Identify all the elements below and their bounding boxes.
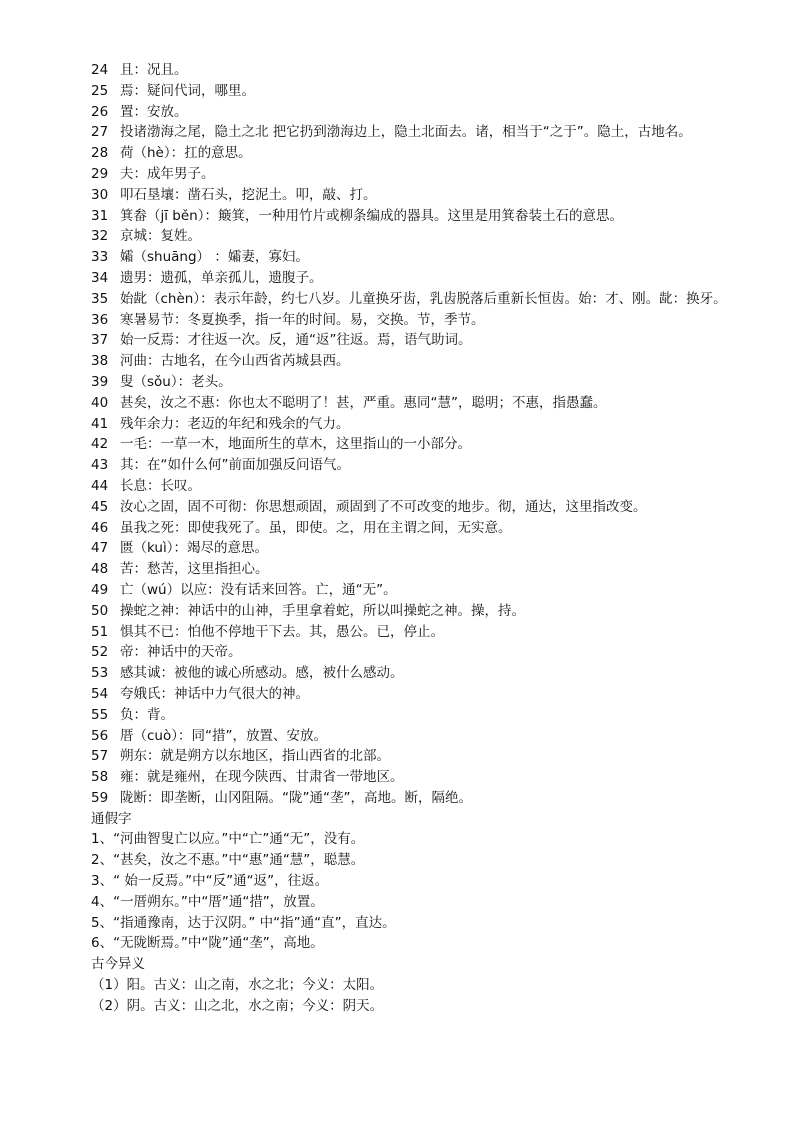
note-text: 负：背。 [120, 706, 174, 723]
note-text: 河曲：古地名，在今山西省芮城县西。 [120, 353, 350, 370]
tongjia-item: 2、“甚矣，汝之不惠。”中“惠”通“慧”，聪慧。 [91, 852, 365, 869]
note-item [63, 143, 754, 164]
note-text: 苦：愁苦，这里指担心。 [120, 561, 269, 578]
note-text: 夸娥氏：神话中力气很大的神。 [120, 685, 309, 702]
note-item [63, 310, 754, 331]
note-item [63, 622, 754, 643]
note-item [63, 684, 754, 705]
note-item [63, 455, 754, 476]
note-number: 27 [91, 124, 109, 141]
note-number: 47 [91, 540, 109, 557]
note-number: 40 [91, 394, 109, 411]
note-item [63, 330, 754, 351]
note-text: 夫：成年男子。 [120, 165, 215, 182]
note-number: 33 [91, 249, 109, 266]
note-text: 叩石垦壤：凿石头，挖泥土。叩，敲、打。 [120, 186, 377, 203]
note-number: 29 [91, 165, 109, 182]
note-item [63, 788, 754, 809]
note-text: 厝（cuò）：同“措”，放置、安放。 [120, 727, 327, 744]
tongjia-item: 6、“无陇断焉。”中“陇”通“垄”，高地。 [91, 935, 324, 952]
note-item [63, 268, 754, 289]
note-item [63, 122, 754, 143]
note-item [63, 476, 754, 497]
note-number: 53 [91, 665, 109, 682]
note-item [63, 642, 754, 663]
note-text: 匮（kuì）：竭尽的意思。 [120, 540, 268, 557]
note-text: 始龀（chèn）：表示年龄，约七八岁。儿童换牙齿，乳齿脱落后重新长恒齿。始：才、刚。龀：换牙。 [120, 290, 727, 307]
note-text: 箕畚（jī běn）：簸箕，一种用竹片或柳条编成的器具。这里是用箕畚装土石的意思。 [120, 207, 623, 224]
note-number: 37 [91, 332, 109, 349]
note-number: 41 [91, 415, 109, 432]
note-text: 雍：就是雍州，在现今陕西、甘肃省一带地区。 [120, 769, 404, 786]
note-text: 操蛇之神：神话中的山神，手里拿着蛇，所以叫操蛇之神。操，持。 [120, 602, 525, 619]
note-text: 焉：疑问代词，哪里。 [120, 82, 255, 99]
note-text: 投诸渤海之尾，隐土之北 把它扔到渤海边上，隐土北面去。诸，相当于“之于”。隐土，古地名。 [120, 124, 692, 141]
tongjia-item: 5、“指通豫南，达于汉阴。” 中“指”通“直”，直达。 [91, 914, 396, 931]
note-item [63, 81, 754, 102]
note-number: 42 [91, 436, 109, 453]
note-number: 38 [91, 353, 109, 370]
note-item [63, 372, 754, 393]
note-number: 59 [91, 789, 109, 806]
notes-list [63, 60, 754, 809]
note-item [63, 518, 754, 539]
note-item [63, 559, 754, 580]
note-number: 24 [91, 62, 109, 78]
note-item [63, 185, 754, 206]
note-item [63, 351, 754, 372]
note-text: 其：在“如什么何”前面加强反问语气。 [120, 457, 350, 474]
tongjia-list [63, 829, 754, 954]
gujin-item: （1）阳。古义：山之南，水之北；今义：太阳。 [91, 977, 384, 994]
note-number: 28 [91, 145, 109, 162]
note-text: 一毛：一草一木，地面所生的草木，这里指山的一小部分。 [120, 436, 471, 453]
note-text: 亡（wú）以应：没有话来回答。亡，通“无”。 [120, 581, 397, 598]
note-item [63, 497, 754, 518]
note-text: 京城：复姓。 [120, 228, 201, 245]
note-number: 34 [91, 269, 109, 286]
note-text: 且：况且。 [120, 62, 188, 78]
note-item [63, 538, 754, 559]
note-text: 虽我之死：即使我死了。虽，即使。之，用在主谓之间，无实意。 [120, 519, 512, 536]
note-number: 56 [91, 727, 109, 744]
note-item [63, 102, 754, 123]
note-item [63, 206, 754, 227]
note-text: 惧其不已：怕他不停地干下去。其，愚公。已，停止。 [120, 623, 444, 640]
note-text: 感其诚：被他的诚心所感动。感，被什么感动。 [120, 665, 404, 682]
note-text: 帝：神话中的天帝。 [120, 644, 242, 661]
note-number: 51 [91, 623, 109, 640]
note-number: 55 [91, 706, 109, 723]
note-item [63, 393, 754, 414]
note-item [63, 164, 754, 185]
note-item [63, 414, 754, 435]
note-text: 叟（sǒu）：老头。 [120, 373, 232, 390]
note-text: 寒暑易节：冬夏换季，指一年的时间。易，交换。节，季节。 [120, 311, 485, 328]
note-number: 49 [91, 581, 109, 598]
gujin-title: 古今异义 [91, 956, 145, 973]
note-item [63, 767, 754, 788]
note-item [63, 247, 754, 268]
gujin-list [63, 975, 754, 1017]
note-text: 遗男：遗孤，单亲孤儿，遗腹子。 [120, 269, 323, 286]
tongjia-title: 通假字 [91, 810, 132, 827]
note-item [63, 580, 754, 601]
note-number: 57 [91, 748, 109, 765]
note-number: 46 [91, 519, 109, 536]
note-text: 朔东：就是朔方以东地区，指山西省的北部。 [120, 748, 390, 765]
note-text: 残年余力：老迈的年纪和残余的气力。 [120, 415, 350, 432]
note-number: 48 [91, 561, 109, 578]
note-item [63, 289, 754, 310]
note-text: 荷（hè）：扛的意思。 [120, 145, 252, 162]
note-item [63, 726, 754, 747]
note-number: 36 [91, 311, 109, 328]
note-number: 26 [91, 103, 109, 120]
note-item [63, 601, 754, 622]
note-item [63, 226, 754, 247]
note-number: 44 [91, 477, 109, 494]
note-number: 58 [91, 769, 109, 786]
note-number: 35 [91, 290, 109, 307]
note-text: 置：安放。 [120, 103, 188, 120]
note-item [63, 746, 754, 767]
note-number: 54 [91, 685, 109, 702]
note-item [63, 434, 754, 455]
gujin-item: （2）阴。古义：山之北，水之南；今义：阴天。 [91, 997, 384, 1014]
tongjia-item: 4、“一厝朔东。”中“厝”通“措”，放置。 [91, 893, 324, 910]
note-number: 32 [91, 228, 109, 245]
note-number: 30 [91, 186, 109, 203]
tongjia-item: 3、“ 始一反焉。”中“反”通“返”，往返。 [91, 873, 329, 890]
note-text: 长息：长叹。 [120, 477, 201, 494]
note-item [63, 663, 754, 684]
note-text: 陇断：即垄断，山冈阻隔。“陇”通“垄”，高地。断，隔绝。 [120, 789, 472, 806]
note-text: 汝心之固，固不可彻：你思想顽固，顽固到了不可改变的地步。彻，通达，这里指改变。 [120, 498, 647, 515]
tongjia-item: 1、“河曲智叟亡以应。”中“亡”通“无”，没有。 [91, 831, 365, 848]
note-item [63, 705, 754, 726]
note-number: 52 [91, 644, 109, 661]
note-text: 始一反焉：才往返一次。反，通“返”往返。焉，语气助词。 [120, 332, 472, 349]
note-number: 31 [91, 207, 109, 224]
note-item [63, 60, 754, 81]
note-number: 39 [91, 373, 109, 390]
note-text: 甚矣，汝之不惠：你也太不聪明了！甚，严重。惠同“慧”，聪明；不惠，指愚蠢。 [120, 394, 607, 411]
note-number: 50 [91, 602, 109, 619]
note-number: 45 [91, 498, 109, 515]
note-number: 25 [91, 82, 109, 99]
note-number: 43 [91, 457, 109, 474]
note-text: 孀（shuāng） ：孀妻，寡妇。 [120, 249, 309, 266]
